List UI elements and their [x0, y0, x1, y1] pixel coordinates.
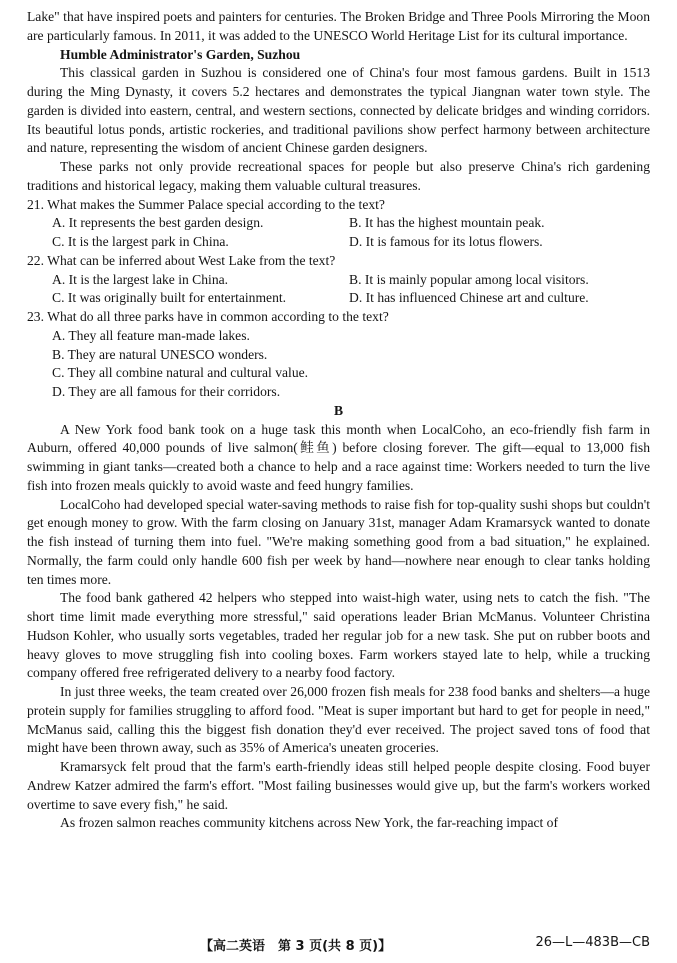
question-options [27, 271, 650, 309]
option-a: A. They all feature man-made lakes. [52, 327, 250, 343]
option-a: A. It represents the best garden design. [52, 215, 264, 231]
option-a: A. It is the largest lake in China. [52, 271, 229, 287]
question-stem: 21. What makes the Summer Palace special according to the text? [27, 196, 385, 212]
passage-a-paragraph: This classical garden in Suzhou is considered one of China's four most famous gardens. Built in 1513 during the Ming Dynasty, it covers 5.2 hectares and demonstrates the typical Jiangnan water town style. The garden is divided into eastern, central, and western sections, connected by delicate bridges and winding corridors. Its beautiful lotus ponds, artistic rockeries, and traditional pavilions show perfect harmony between architecture and nature, representing the wisdom of ancient Chinese garden designers. [27, 65, 650, 156]
passage-b-paragraph: LocalCoho had developed special water-saving methods to raise fish for top-quality sushi shops but couldn't get enough money to grow. With the farm closing on January 31st, manager Adam Kramarsyck wanted to donate the fish instead of turning them into fuel. "We're making something good from a bad situation," he explained. Normally, the farm could only handle 600 fish per week by hand—nowhere near enough to clear tanks holding ten times more. [27, 496, 650, 587]
question-stem: 23. What do all three parks have in common according to the text? [27, 309, 389, 324]
question-options [27, 327, 650, 402]
option-b: B. It is mainly popular among local visitors. [349, 271, 589, 287]
option-d: D. They are all famous for their corridors. [52, 384, 281, 399]
question-22 [27, 252, 650, 308]
passage-a-paragraph: Lake" that have inspired poets and painters for centuries. The Broken Bridge and Three Pools Mirroring the Moon are particularly famous. In 2011, it was added to the UNESCO World Heritage List for its cultural importance. [27, 9, 650, 43]
section-b-title: B [333, 402, 344, 418]
page-number-label: 【高二英语 第 3 页(共 8 页)】 [200, 939, 392, 954]
passage-b-paragraph: As frozen salmon reaches community kitchens across New York, the far-reaching impact of [60, 815, 559, 831]
option-c: C. It is the largest park in China. [52, 234, 229, 249]
question-21 [27, 196, 650, 252]
question-stem: 22. What can be inferred about West Lake from the text? [27, 252, 336, 268]
question-options [27, 214, 650, 252]
option-b: B. It has the highest mountain peak. [349, 215, 545, 231]
passage-b-paragraph: Kramarsyck felt proud that the farm's earth-friendly ideas still helped people despite closing. Food buyer Andrew Katzer admired the farm's effort. "Most failing businesses would give up, but the farm's workers worked overtime to save every fish," he said. [27, 759, 650, 812]
option-d: D. It has influenced Chinese art and culture. [349, 290, 589, 306]
passage-a-paragraph: These parks not only provide recreational spaces for people but also preserve China's rich gardening traditions and historical legacy, making them valuable cultural treasures. [27, 159, 650, 193]
option-d: D. It is famous for its lotus flowers. [349, 234, 543, 249]
garden-heading: Humble Administrator's Garden, Suzhou [60, 46, 301, 62]
page-footer [0, 935, 677, 957]
option-c: C. It was originally built for entertainment. [52, 290, 287, 306]
option-c: C. They all combine natural and cultural value. [52, 365, 309, 381]
passage-b-paragraph: The food bank gathered 42 helpers who stepped into waist-high water, using nets to catch the fish. "The short time limit made everything more stressful," said operations leader Brian McManus. Volunteer Christina Hudson Kohler, who usually sorts vegetables, traded her regular job for a new task. She put on rubber boots and heavy gloves to move struggling fish into cooling boxes. Farm workers stayed late to help, while a trucking company offered free refrigerated delivery to a nearby food factory. [27, 590, 650, 681]
question-23 [27, 308, 650, 402]
exam-code: 26—L—483B—CB [535, 935, 650, 950]
option-b: B. They are natural UNESCO wonders. [52, 346, 268, 362]
passage-b-paragraph: In just three weeks, the team created over 26,000 frozen fish meals for 238 food banks and shelters—a huge protein supply for families struggling to afford food. "Meat is super important but hard to get for people in need," McManus said, calling this the biggest fish donation they'd ever received. The project saved tons of food that might have been thrown away, such as 35% of America's uneaten groceries. [27, 684, 650, 756]
passage-b-paragraph: A New York food bank took on a huge task this month when LocalCoho, an eco-friendly fish farm in Auburn, offered 40,000 pounds of live salmon(鲑鱼) before closing forever. The gift—equal to 13,000 fish swimming in giant tanks—created both a chance to help and a race against time: Workers needed to turn the live fish into frozen meals quickly to avoid waste and feed hungry families. [27, 421, 650, 493]
